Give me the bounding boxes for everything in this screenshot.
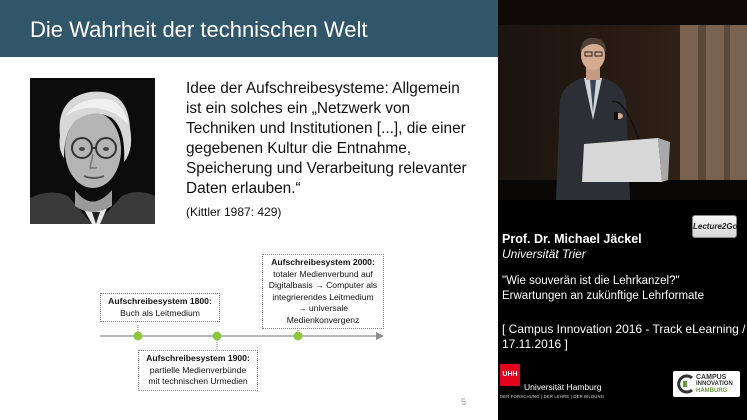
timeline [0, 240, 498, 420]
slide-header [0, 0, 498, 57]
talk-title [502, 274, 704, 304]
timeline-box-title: Aufschreibesystem 1900: [146, 353, 250, 363]
uhh-name: Universität Hamburg [524, 382, 602, 392]
timeline-box-line: Digitalbasis → Computer als [268, 280, 378, 290]
university-hamburg-logo [500, 364, 610, 404]
timeline-box-line: partielle Medienverbünde [149, 364, 247, 375]
slide-page-number: 5 [461, 397, 467, 407]
lecture2go-logo: Lecture2Go [692, 215, 737, 238]
timeline-dot-1800 [134, 332, 143, 341]
uhh-mark-icon: UHH [500, 364, 520, 386]
event-info-line: [ Campus Innovation 2016 - Track eLearning / [502, 322, 746, 336]
campus-innovation-logo [673, 371, 740, 397]
timeline-box-2000 [262, 254, 384, 329]
timeline-box-line: Buch als Leitmedium [120, 307, 200, 318]
quote-line: Idee der Aufschreibesysteme: Allgemein [186, 80, 460, 97]
uhh-tagline: DER FORSCHUNG | DER LEHRE | DER BILDUNG [500, 394, 605, 399]
timeline-box-line: mit technischen Urmedien [148, 376, 248, 386]
speaker-affiliation: Universität Trier [502, 247, 586, 261]
quote-line: gegebenen Kultur die Entnahme, [186, 140, 412, 157]
timeline-box-line: totaler Medienverbund auf [273, 268, 373, 279]
timeline-box-1900 [138, 350, 258, 391]
speaker-name: Prof. Dr. Michael Jäckel [502, 232, 642, 246]
ci-text-line: HAMBURG [696, 388, 728, 394]
timeline-arrowhead [376, 332, 384, 340]
timeline-box-1800 [100, 293, 220, 322]
speaker-video[interactable] [498, 0, 747, 200]
event-info [502, 322, 745, 352]
citation: (Kittler 1987: 429) [186, 205, 282, 219]
campus-innovation-mark-icon [676, 374, 694, 394]
timeline-box-line: → universale Medienkonvergenz [286, 303, 360, 325]
talk-title-line: Erwartungen an zukünftige Lehrformate [502, 290, 705, 302]
quote-text [186, 79, 470, 199]
timeline-box-line: integrierendes Leitmedium [272, 291, 374, 302]
portrait-photo [30, 78, 155, 224]
talk-title-line: "Wie souverän ist die Lehrkanzel?" [502, 275, 680, 287]
ci-text-line: INNOVATION [696, 381, 733, 387]
timeline-box-title: Aufschreibesystem 1800: [108, 296, 212, 306]
timeline-dot-2000 [294, 332, 303, 341]
timeline-dot-1900 [213, 332, 222, 341]
ci-text-line: CAMPUS [696, 374, 727, 381]
quote-line: Daten erlauben.“ [186, 180, 301, 197]
quote-line: ist ein solches ein „Netzwerk von [186, 100, 411, 117]
slide-title: Die Wahrheit der technischen Welt [30, 17, 368, 42]
event-info-line: 17.11.2016 ] [502, 337, 568, 351]
quote-line: Techniken und Institutionen [...], die einer [186, 120, 466, 137]
quote-line: Speicherung und Verarbeitung relevanter [186, 160, 467, 177]
timeline-axis [0, 240, 498, 420]
campus-innovation-text [696, 374, 733, 395]
timeline-box-title: Aufschreibesystem 2000: [271, 257, 375, 267]
